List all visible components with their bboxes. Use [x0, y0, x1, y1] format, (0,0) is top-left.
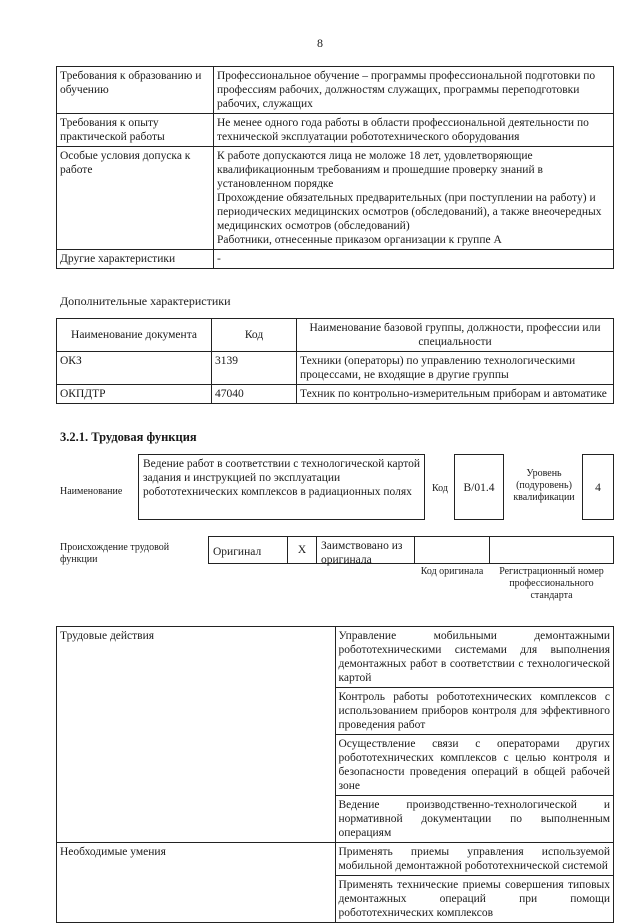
row-label: Требования к опыту практической работы: [57, 114, 214, 147]
table-row: [57, 352, 614, 385]
level-value-box: 4: [582, 454, 614, 520]
column-header: Наименование документа: [57, 319, 212, 352]
origin-label: Происхождение трудовой функции: [60, 542, 170, 565]
column-header: Код: [212, 319, 297, 352]
row-label: Необходимые умения: [57, 843, 336, 923]
row-value: -: [214, 250, 614, 269]
table-row: [57, 114, 614, 147]
code-label: Код: [432, 483, 448, 494]
function-name-box: Ведение работ в соответствии с технологической картой задания и инструкцией по эксплуатации робототехнических комплексов в радиационных полях: [138, 454, 425, 520]
row-label: Другие характеристики: [57, 250, 214, 269]
row-label: Требования к образованию и обучению: [57, 67, 214, 114]
condition-line: Прохождение обязательных предварительных (при поступлении на работу) и периодических медицинских осмотров (обследований), а также внеочередных медицинских осмотров (обследований): [217, 192, 602, 232]
original-mark: Х: [287, 536, 317, 564]
table-row: [57, 843, 614, 876]
condition-line: К работе допускаются лица не моложе 18 лет, удовлетворяющие квалификационным требованиям и прошедшие проверку знаний в установленном порядке: [217, 150, 543, 190]
table-row: [57, 147, 614, 250]
reg-number-label: Регистрационный номер профессионального стандарта: [499, 566, 604, 601]
name-label: Наименование: [60, 486, 123, 497]
row-value: Не менее одного года работы в области профессиональной деятельности по технической эксплуатации робототехнического оборудования: [214, 114, 614, 147]
actions-table: [56, 626, 614, 923]
reg-number-box: [489, 536, 614, 564]
labor-action: Управление мобильными демонтажными робототехническими системами для выполнения демонтажных работ в соответствии с технологической картой: [335, 627, 614, 688]
table-cell: Техники (операторы) по управлению технологическими процессами, не входящие в другие группы: [297, 352, 614, 385]
row-value: Профессиональное обучение – программы профессиональной подготовки по профессиям рабочих, должностям служащих, программы переподготовки рабочих, служащих: [214, 67, 614, 114]
additional-title: Дополнительные характеристики: [60, 294, 231, 308]
row-label: Трудовые действия: [57, 627, 336, 843]
table-row: [57, 250, 614, 269]
labor-action: Осуществление связи с операторами других робототехнических комплексов с целью контроля и безопасности проведения операций в общей рабочей зоне: [335, 735, 614, 796]
labor-action: Контроль работы робототехнических комплексов с использованием приборов контроля для эффективного проведения работ: [335, 688, 614, 735]
skill-item: Применять приемы управления используемой мобильной демонтажной робототехнической системой: [335, 843, 614, 876]
row-label: Особые условия допуска к работе: [57, 147, 214, 250]
borrowed-label: Заимствовано из оригинала: [316, 536, 415, 564]
table-cell: ОКПДТР: [57, 385, 212, 404]
table-header-row: [57, 319, 614, 352]
requirements-table: [56, 66, 614, 269]
code-original-label: Код оригинала: [420, 566, 484, 577]
table-row: [57, 385, 614, 404]
table-cell: Техник по контрольно-измерительным приборам и автоматике: [297, 385, 614, 404]
skill-item: Применять технические приемы совершения типовых демонтажных операций при помощи робототехнических комплексов: [335, 876, 614, 923]
table-cell: 47040: [212, 385, 297, 404]
condition-line: Работники, отнесенные приказом организации к группе А: [217, 234, 502, 246]
table-cell: ОКЗ: [57, 352, 212, 385]
code-original-box: [414, 536, 490, 564]
row-value: [214, 147, 614, 250]
labor-action: Ведение производственно-технологической и нормативной документации по выполненным операциям: [335, 796, 614, 843]
level-label: Уровень (подуровень) квалификации: [513, 468, 575, 503]
section-heading: 3.2.1. Трудовая функция: [60, 430, 197, 444]
original-label: Оригинал: [208, 536, 288, 564]
function-code-box: В/01.4: [454, 454, 504, 520]
column-header: Наименование базовой группы, должности, профессии или специальности: [297, 319, 614, 352]
table-cell: 3139: [212, 352, 297, 385]
page-number: 8: [317, 36, 323, 50]
table-row: [57, 627, 614, 688]
additional-table: [56, 318, 614, 404]
table-row: [57, 67, 614, 114]
